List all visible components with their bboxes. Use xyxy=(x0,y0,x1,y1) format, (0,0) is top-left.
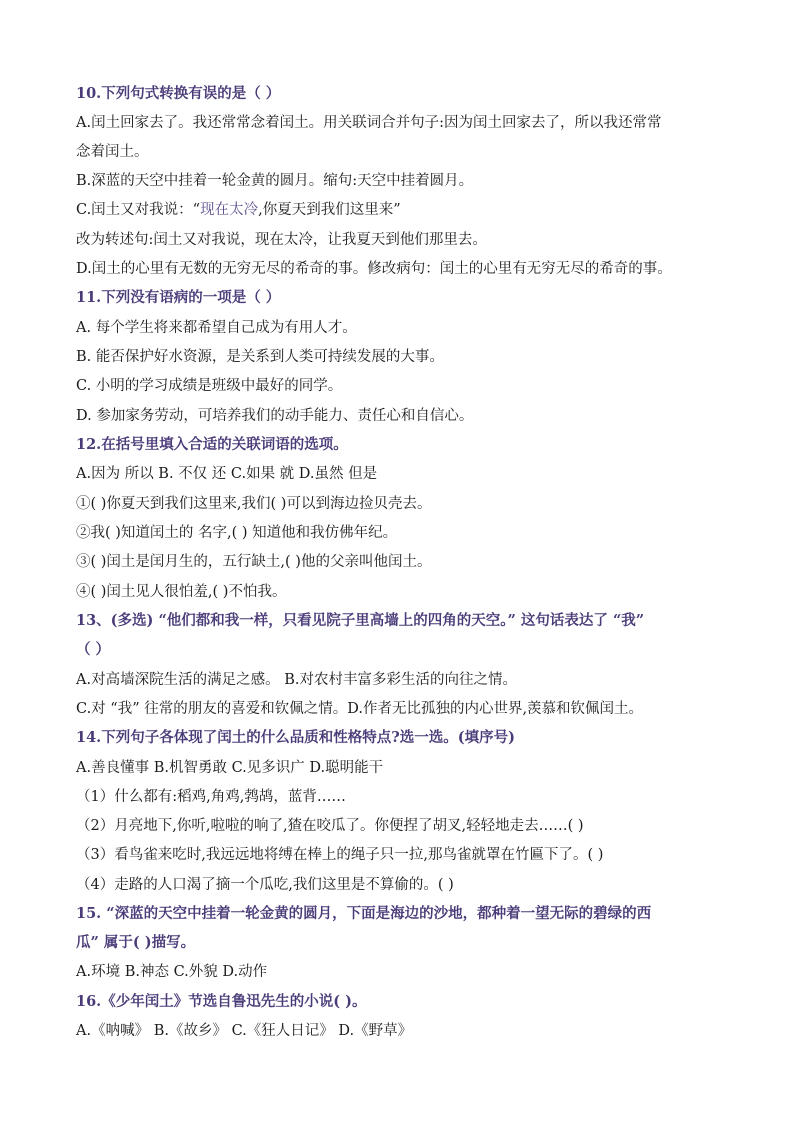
question-16-options: A.《呐喊》 B.《故乡》 C.《狂人日记》 D.《野草》 xyxy=(76,1023,413,1039)
question-11-title: 11.下列没有语病的一项是（ ） xyxy=(76,289,281,306)
q10-c-highlight: 现在太冷 xyxy=(200,202,259,218)
question-12-title: 12.在括号里填入合适的关联词语的选项。 xyxy=(76,436,348,453)
q10-c-prefix: C.闰土又对我说：“ xyxy=(76,202,201,218)
q10-c-suffix: ,你夏天到我们这里来” xyxy=(258,202,401,218)
question-10-option-c-line2: 改为转述句:闰土又对我说，现在太冷，让我夏天到他们那里去。 xyxy=(76,232,487,248)
question-14-options: A.善良懂事 B.机智勇敢 C.见多识广 D.聪明能干 xyxy=(76,760,384,776)
question-10-option-a-line2: 念着闰土。 xyxy=(76,144,149,160)
question-12-sentence-4: ④( )闰土见人很怕羞,( )不怕我。 xyxy=(76,584,287,600)
question-13-options-cd: C.对 “我” 往常的朋友的喜爱和钦佩之情。D.作者无比孤独的内心世界,羡慕和钦佩闰土。 xyxy=(76,701,644,717)
question-14-sentence-2: （2）月亮地下,你听,啦啦的响了,猹在咬瓜了。你便捏了胡叉,轻轻地走去……( ) xyxy=(76,818,584,834)
question-16-title: 16.《少年闰土》节选自鲁迅先生的小说( )。 xyxy=(76,993,367,1010)
question-11-option-d: D. 参加家务劳动，可培养我们的动手能力、责任心和自信心。 xyxy=(76,408,474,424)
question-10-option-a-line1: A.闰土回家去了。我还常常念着闰土。用关联词合并句子:因为闰土回家去了，所以我还常常 xyxy=(76,115,662,131)
question-14-sentence-1: （1）什么都有:稻鸡,角鸡,鹁鸪，蓝背…… xyxy=(76,789,346,805)
question-15-title-line2: 瓜” 属于( )描写。 xyxy=(76,934,196,951)
question-12-sentence-1: ①( )你夏天到我们这里来,我们( )可以到海边捡贝壳去。 xyxy=(76,496,432,512)
question-10-title: 10.下列句式转换有误的是（ ） xyxy=(76,85,281,102)
question-15-title-line1: 15. “深蓝的天空中挂着一轮金黄的圆月，下面是海边的沙地，都种着一望无际的碧绿的西 xyxy=(76,905,652,922)
question-11-option-a: A. 每个学生将来都希望自己成为有用人才。 xyxy=(76,320,357,336)
question-13-answer-paren: （ ） xyxy=(76,641,111,658)
question-11-option-c: C. 小明的学习成绩是班级中最好的同学。 xyxy=(76,378,343,394)
question-15-options: A.环境 B.神态 C.外貌 D.动作 xyxy=(76,964,268,980)
question-14-sentence-4: （4）走路的人口渴了摘一个瓜吃,我们这里是不算偷的。( ) xyxy=(76,877,454,893)
question-10-option-d: D.闰土的心里有无数的无穷无尽的希奇的事。修改病句：闰土的心里有无穷无尽的希奇的事。 xyxy=(76,261,672,277)
question-12-options: A.因为 所以 B. 不仅 还 C.如果 就 D.虽然 但是 xyxy=(76,466,378,482)
question-13-title: 13、(多选) “他们都和我一样，只看见院子里高墙上的四角的天空。” 这句话表达了 “我” xyxy=(76,612,645,629)
question-11-option-b: B. 能否保护好水资源，是关系到人类可持续发展的大事。 xyxy=(76,349,444,365)
question-13-options-ab: A.对高墙深院生活的满足之感。 B.对农村丰富多彩生活的向往之情。 xyxy=(76,672,517,688)
question-10-option-b: B.深蓝的天空中挂着一轮金黄的圆月。缩句:天空中挂着圆月。 xyxy=(76,173,474,189)
question-14-title: 14.下列句子各体现了闰土的什么品质和性格特点?选一选。(填序号) xyxy=(76,729,515,746)
question-12-sentence-3: ③( )闰土是闰月生的，五行缺土,( )他的父亲叫他闰土。 xyxy=(76,554,432,570)
question-10-option-c-line1 xyxy=(76,200,401,220)
question-14-sentence-3: （3）看鸟雀来吃时,我远远地将缚在棒上的绳子只一拉,那鸟雀就罩在竹匾下了。( ) xyxy=(76,847,604,863)
question-12-sentence-2: ②我( )知道闰土的 名字,( ) 知道他和我仿佛年纪。 xyxy=(76,525,398,541)
